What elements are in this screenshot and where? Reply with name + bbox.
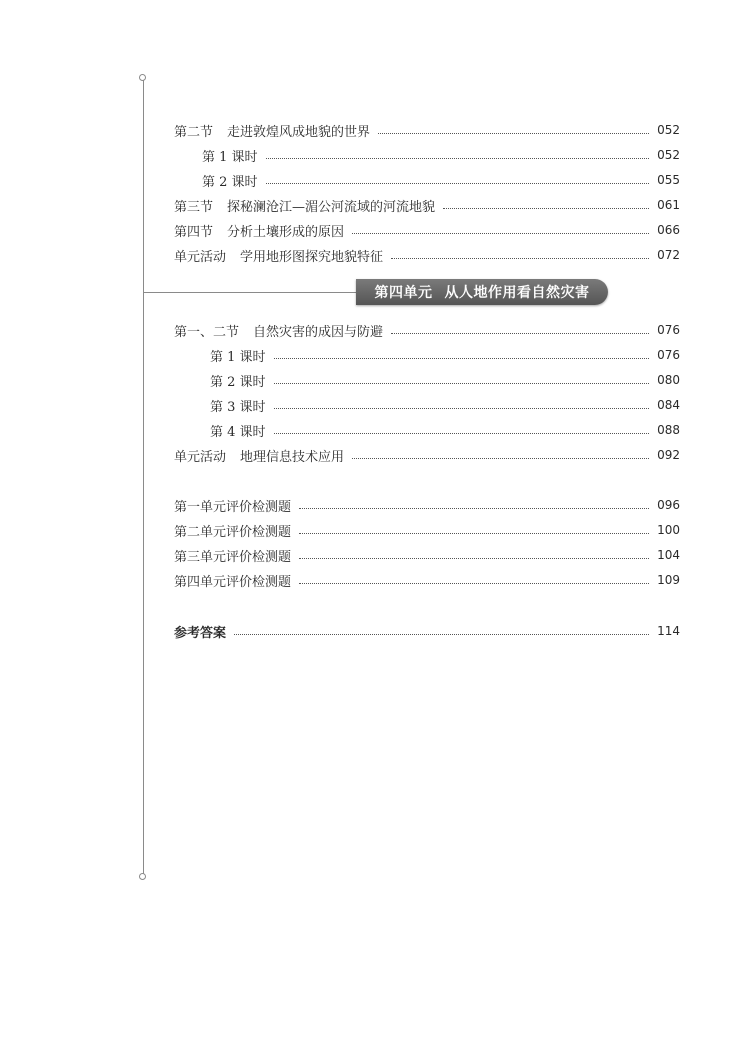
- leader-dots: [378, 132, 649, 134]
- page-number: 052: [657, 148, 680, 162]
- toc-entry[interactable]: 第 2 课时 055: [202, 173, 680, 190]
- toc-entry[interactable]: 单元活动 学用地形图探究地貌特征 072: [174, 248, 680, 265]
- page-number: 061: [657, 198, 680, 212]
- leader-dots: [266, 182, 650, 184]
- leader-dots: [274, 407, 650, 409]
- leader-dots: [391, 332, 649, 334]
- unit-title: 从人地作用看自然灾害: [444, 285, 590, 301]
- toc-entry[interactable]: 第一单元评价检测题 096: [174, 498, 680, 515]
- toc-entry[interactable]: 第二节 走进敦煌风成地貌的世界 052: [174, 123, 680, 140]
- toc-entry[interactable]: 第四节 分析土壤形成的原因 066: [174, 223, 680, 240]
- page-number: 076: [657, 323, 680, 337]
- page-number: 080: [657, 373, 680, 387]
- page-number: 096: [657, 498, 680, 512]
- rule-top-dot: [139, 74, 146, 81]
- unit-number: 第四单元: [374, 285, 433, 301]
- page-number: 076: [657, 348, 680, 362]
- page-number: 100: [657, 523, 680, 537]
- page-number: 055: [657, 173, 680, 187]
- toc-entry[interactable]: 第四单元评价检测题 109: [174, 573, 680, 590]
- toc-entry[interactable]: 第三节 探秘澜沧江—湄公河流域的河流地貌 061: [174, 198, 680, 215]
- page-number: 104: [657, 548, 680, 562]
- leader-dots: [299, 532, 649, 534]
- page-number: 066: [657, 223, 680, 237]
- page-number: 109: [657, 573, 680, 587]
- toc-entry[interactable]: 单元活动 地理信息技术应用 092: [174, 448, 680, 465]
- page-number: 088: [657, 423, 680, 437]
- page-number: 084: [657, 398, 680, 412]
- unit-4-banner[interactable]: [356, 279, 608, 305]
- leader-dots: [443, 207, 649, 209]
- leader-dots: [234, 633, 649, 635]
- toc-entry[interactable]: 第二单元评价检测题 100: [174, 523, 680, 540]
- toc-entry-answers[interactable]: 参考答案 114: [174, 624, 680, 641]
- toc-entry[interactable]: 第 3 课时 084: [210, 398, 680, 415]
- leader-dots: [299, 582, 649, 584]
- unit-divider-line: [143, 292, 356, 293]
- leader-dots: [299, 507, 649, 509]
- leader-dots: [266, 157, 650, 159]
- leader-dots: [274, 357, 650, 359]
- toc-entry[interactable]: 第 2 课时 080: [210, 373, 680, 390]
- leader-dots: [274, 382, 650, 384]
- toc-entry[interactable]: 第一、二节 自然灾害的成因与防避 076: [174, 323, 680, 340]
- margin-rule: [143, 78, 144, 878]
- toc-entry[interactable]: 第 1 课时 052: [202, 148, 680, 165]
- leader-dots: [274, 432, 650, 434]
- leader-dots: [299, 557, 649, 559]
- toc-entry[interactable]: 第 1 课时 076: [210, 348, 680, 365]
- page-number: 072: [657, 248, 680, 262]
- leader-dots: [352, 457, 649, 459]
- page-number: 092: [657, 448, 680, 462]
- leader-dots: [391, 257, 649, 259]
- leader-dots: [352, 232, 649, 234]
- rule-bottom-dot: [139, 873, 146, 880]
- page-number: 052: [657, 123, 680, 137]
- toc-entry[interactable]: 第三单元评价检测题 104: [174, 548, 680, 565]
- toc-entry[interactable]: 第 4 课时 088: [210, 423, 680, 440]
- page-number: 114: [657, 624, 680, 638]
